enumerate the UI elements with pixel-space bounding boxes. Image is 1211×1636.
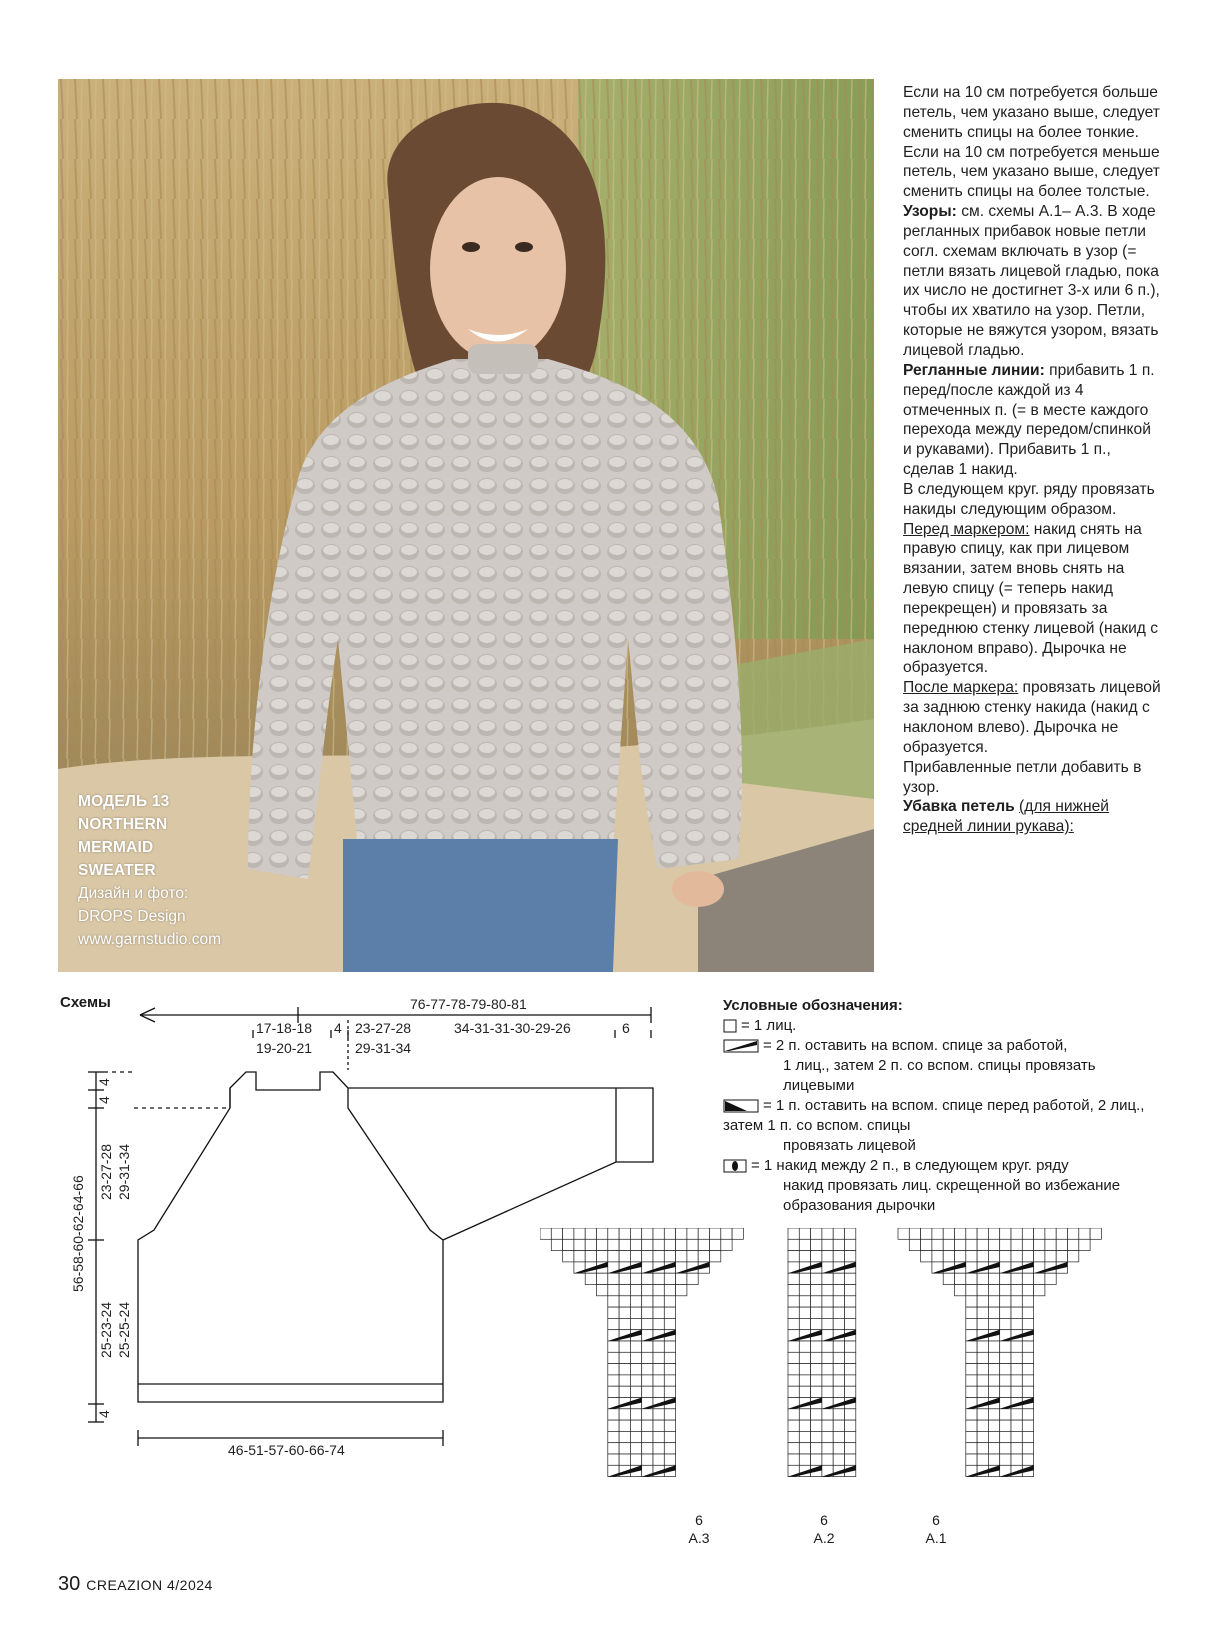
neck-width-a: 17-18-18 — [256, 1020, 313, 1036]
model-name-line2: MERMAID — [78, 839, 154, 856]
before-marker-paragraph — [903, 520, 1163, 679]
chart-a1-label: А.1 — [925, 1530, 947, 1546]
vert-body-a: 25-23-24 — [98, 1301, 114, 1358]
model-number: МОДЕЛЬ 13 — [78, 793, 170, 810]
page-number: 30 — [58, 1573, 81, 1595]
vert-4-bottom: 4 — [96, 1410, 112, 1418]
gauge-note: Если на 10 см потребуется больше петель, чем указано выше, следует сменить спицы на более тонкие. Если на 10 см потребуется меньше петель, чем указано выше, следует сменить спицы на более толстые. — [903, 84, 1160, 201]
chart-a3-label: А.3 — [688, 1530, 710, 1546]
cable-back-icon — [723, 1039, 759, 1053]
chart-a2-label: А.2 — [813, 1530, 835, 1546]
decrease-label: Убавка петель — [903, 798, 1015, 816]
sleeve-top-a: 23-27-28 — [355, 1020, 412, 1036]
instructions-column — [903, 83, 1163, 837]
vert-4-second: 4 — [96, 1096, 112, 1104]
next-round-paragraph: В следующем круг. ряду провязать накиды следующим образом. — [903, 480, 1155, 518]
legend-item-cable-back-text-2: 1 лиц., затем 2 п. со вспом. спицы провязать лицевыми — [783, 1057, 1096, 1094]
vert-total-length: 56-58-60-62-64-66 — [70, 1175, 86, 1292]
photo-caption — [78, 790, 318, 951]
after-marker-label: После маркера: — [903, 679, 1019, 697]
knitting-charts — [540, 1228, 1160, 1568]
added-stitches-paragraph: Прибавленные петли добавить в узор. — [903, 758, 1142, 796]
legend-item-cable-front — [723, 1096, 1163, 1136]
chart-a3-width: 6 — [695, 1512, 703, 1528]
model-name-line3: SWEATER — [78, 862, 156, 879]
model-name-line1: NORTHERN — [78, 816, 168, 833]
legend-item-yarnover-text-1: = 1 накид между 2 п., в следующем круг. ряду — [751, 1157, 1069, 1174]
legend-title: Условные обозначения: — [723, 997, 903, 1014]
decrease-paragraph — [903, 797, 1163, 837]
vert-body-b: 25-25-24 — [116, 1301, 132, 1358]
legend-item-knit — [723, 1016, 1163, 1036]
vert-4-top: 4 — [96, 1078, 112, 1086]
patterns-paragraph — [903, 202, 1163, 361]
neck-width-b: 19-20-21 — [256, 1040, 313, 1056]
vert-raglan-b: 29-31-34 — [116, 1143, 132, 1200]
patterns-text: см. схемы А.1– А.3. В ходе регланных прибавок новые петли согл. схемам включать в узор (= петли вязать лицевой гладью, пока их число не достигнет 3-х или 6 п.), чтобы их хватило на узор. Петли, которые не вяжутся узором, вязать лицевой гладью. — [903, 203, 1160, 359]
legend-item-yarnover — [723, 1156, 1163, 1176]
vert-raglan-a: 23-27-28 — [98, 1143, 114, 1200]
page-footer — [58, 1573, 213, 1596]
neck-step-4: 4 — [334, 1020, 342, 1036]
legend-item-cable-front-text-2: провязать лицевой — [783, 1137, 916, 1154]
chart-a1-width: 6 — [932, 1512, 940, 1528]
charts-grid — [540, 1228, 1160, 1528]
raglan-paragraph — [903, 361, 1163, 480]
chart-a3-grid — [540, 1228, 743, 1477]
sleeve-top-b: 29-31-34 — [355, 1040, 412, 1056]
chart-a2-width: 6 — [820, 1512, 828, 1528]
legend-item-cable-back — [723, 1036, 1163, 1056]
before-marker-text: накид снять на правую спицу, как при лицевом вязании, затем вновь снять на левую спицу (= теперь накид перекрещен) и провязать за переднюю стенку лицевой (накид с наклоном вправо). Дырочка не образуется. — [903, 520, 1159, 677]
magazine-issue: CREAZION 4/2024 — [86, 1577, 213, 1593]
yarnover-icon — [723, 1159, 747, 1173]
before-marker-label: Перед маркером: — [903, 520, 1030, 538]
legend-item-yarnover-text-2: накид провязать лиц. скрещенной во избежание образования дырочки — [783, 1177, 1121, 1214]
credit-label: Дизайн и фото: — [78, 885, 189, 902]
schematic-title: Схемы — [60, 994, 111, 1011]
after-marker-text: провязать лицевой за заднюю стенку накида (накид с наклоном влево). Дырочка не образуется. — [903, 679, 1161, 756]
legend-item-cable-back-text-1: = 2 п. оставить на вспом. спице за работой, — [763, 1037, 1068, 1054]
patterns-label: Узоры: — [903, 203, 957, 221]
chart-a2-grid — [788, 1228, 856, 1477]
sleeve-length: 34-31-31-30-29-26 — [454, 1020, 571, 1036]
legend-item-cable-front-text-1: = 1 п. оставить на вспом. спице перед работой, 2 лиц., затем 1 п. со вспом. спицы — [723, 1097, 1145, 1134]
after-marker-paragraph — [903, 678, 1163, 757]
chart-a1-grid — [898, 1228, 1101, 1477]
designer-name: DROPS Design — [78, 908, 186, 925]
cable-front-icon — [723, 1099, 759, 1113]
legend — [723, 996, 1163, 1216]
cuff-width: 6 — [622, 1020, 630, 1036]
bottom-width-label: 46-51-57-60-66-74 — [228, 1442, 345, 1458]
website: www.garnstudio.com — [78, 931, 222, 948]
decrease-text: (для нижней средней линии рукава): — [903, 798, 1109, 836]
raglan-text: прибавить 1 п. перед/после каждой из 4 отмеченных п. (= в месте каждого перехода между передом/спинкой и рукавами). Прибавить 1 п., сделав 1 накид. — [903, 361, 1155, 479]
total-width-label: 76-77-78-79-80-81 — [410, 996, 527, 1012]
knit-stitch-icon — [723, 1019, 737, 1033]
raglan-label: Регланные линии: — [903, 361, 1045, 379]
legend-item-knit-text: = 1 лиц. — [741, 1017, 797, 1034]
